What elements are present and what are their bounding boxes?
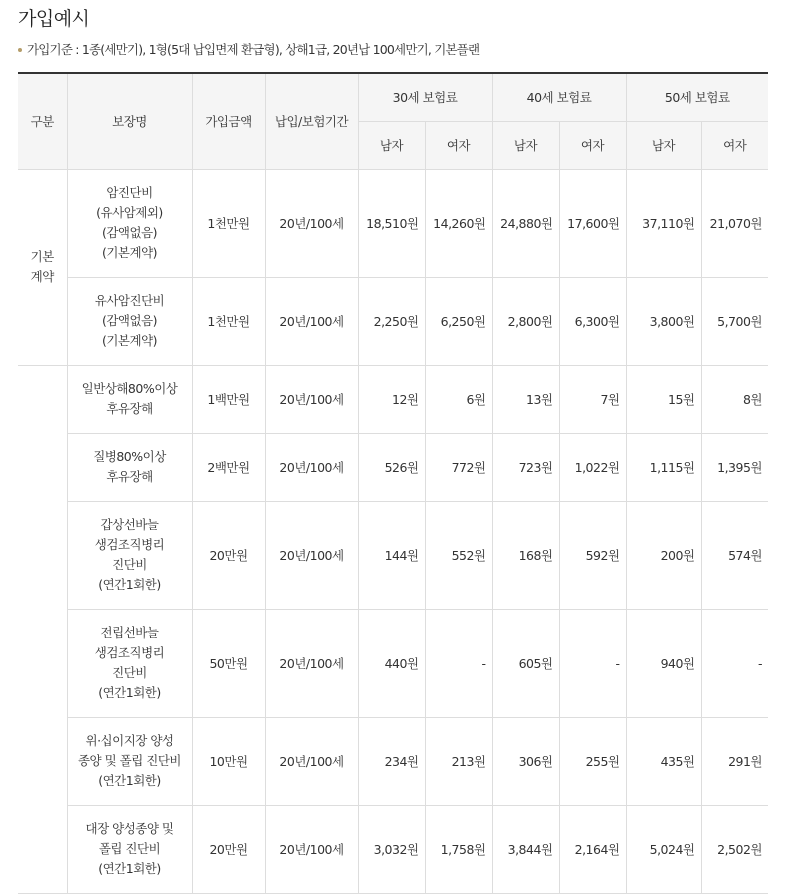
- premium-30-female: 6,250원: [425, 277, 492, 365]
- premium-30-male: 18,510원: [358, 169, 425, 277]
- premium-50-male: 940원: [626, 609, 701, 717]
- col-male: 남자: [626, 121, 701, 169]
- premium-30-female: 772원: [425, 433, 492, 501]
- coverage-amount: 20만원: [192, 501, 265, 609]
- coverage-amount: 1백만원: [192, 365, 265, 433]
- premium-50-female: 574원: [701, 501, 768, 609]
- premium-50-female: 291원: [701, 717, 768, 805]
- col-female: 여자: [559, 121, 626, 169]
- col-male: 남자: [492, 121, 559, 169]
- premium-40-female: 6,300원: [559, 277, 626, 365]
- premium-50-male: 15원: [626, 365, 701, 433]
- premium-50-male: 1,115원: [626, 433, 701, 501]
- bullet-icon: [18, 48, 22, 52]
- coverage-name: 유사암진단비 (감액없음) (기본계약): [67, 277, 192, 365]
- coverage-amount: 50만원: [192, 609, 265, 717]
- premium-30-male: 2,250원: [358, 277, 425, 365]
- premium-50-female: -: [701, 609, 768, 717]
- premium-30-male: 440원: [358, 609, 425, 717]
- premium-50-female: 5,700원: [701, 277, 768, 365]
- group-basic: 기본 계약: [18, 169, 67, 365]
- premium-40-female: 592원: [559, 501, 626, 609]
- premium-40-female: 1,022원: [559, 433, 626, 501]
- col-coverage: 보장명: [67, 73, 192, 169]
- table-row: [18, 501, 768, 609]
- criteria-text: 가입기준 : 1종(세만기), 1형(5대 납입면제 환급형), 상해1급, 20년납 100세만기, 기본플랜: [27, 42, 480, 57]
- coverage-period: 20년/100세: [265, 805, 358, 893]
- table-row: [18, 609, 768, 717]
- premium-40-male: 168원: [492, 501, 559, 609]
- col-age-30: 30세 보험료: [358, 73, 492, 121]
- coverage-period: 20년/100세: [265, 501, 358, 609]
- coverage-name: 일반상해80%이상 후유장해: [67, 365, 192, 433]
- premium-50-male: 3,800원: [626, 277, 701, 365]
- premium-table: [18, 72, 768, 894]
- col-female: 여자: [701, 121, 768, 169]
- premium-30-male: 234원: [358, 717, 425, 805]
- col-age-40: 40세 보험료: [492, 73, 626, 121]
- col-male: 남자: [358, 121, 425, 169]
- premium-30-female: 1,758원: [425, 805, 492, 893]
- premium-50-female: 1,395원: [701, 433, 768, 501]
- coverage-amount: 10만원: [192, 717, 265, 805]
- premium-40-female: 7원: [559, 365, 626, 433]
- coverage-amount: 1천만원: [192, 277, 265, 365]
- premium-30-female: 6원: [425, 365, 492, 433]
- premium-50-female: 2,502원: [701, 805, 768, 893]
- subscription-criteria: [18, 40, 479, 58]
- premium-30-female: -: [425, 609, 492, 717]
- premium-40-female: 255원: [559, 717, 626, 805]
- coverage-amount: 2백만원: [192, 433, 265, 501]
- page-title: 가입예시: [18, 8, 90, 30]
- premium-50-male: 435원: [626, 717, 701, 805]
- premium-30-male: 12원: [358, 365, 425, 433]
- premium-30-female: 14,260원: [425, 169, 492, 277]
- premium-40-male: 2,800원: [492, 277, 559, 365]
- col-age-50: 50세 보험료: [626, 73, 768, 121]
- premium-30-female: 213원: [425, 717, 492, 805]
- coverage-period: 20년/100세: [265, 169, 358, 277]
- coverage-name: 갑상선바늘 생검조직병리 진단비 (연간1회한): [67, 501, 192, 609]
- premium-50-male: 200원: [626, 501, 701, 609]
- premium-30-male: 526원: [358, 433, 425, 501]
- premium-50-female: 21,070원: [701, 169, 768, 277]
- premium-40-female: 17,600원: [559, 169, 626, 277]
- premium-40-male: 723원: [492, 433, 559, 501]
- coverage-period: 20년/100세: [265, 277, 358, 365]
- premium-30-male: 3,032원: [358, 805, 425, 893]
- col-period: 납입/보험기간: [265, 73, 358, 169]
- coverage-period: 20년/100세: [265, 433, 358, 501]
- group-optional: [18, 365, 67, 893]
- premium-40-male: 3,844원: [492, 805, 559, 893]
- table-row: [18, 433, 768, 501]
- premium-40-female: 2,164원: [559, 805, 626, 893]
- premium-40-male: 13원: [492, 365, 559, 433]
- premium-40-female: -: [559, 609, 626, 717]
- table-row: [18, 717, 768, 805]
- table-row: [18, 805, 768, 893]
- coverage-name: 위·십이지장 양성 종양 및 폴립 진단비 (연간1회한): [67, 717, 192, 805]
- header-row: [18, 73, 768, 121]
- premium-50-male: 5,024원: [626, 805, 701, 893]
- coverage-name: 질병80%이상 후유장해: [67, 433, 192, 501]
- coverage-period: 20년/100세: [265, 609, 358, 717]
- col-category: 구분: [18, 73, 67, 169]
- coverage-period: 20년/100세: [265, 717, 358, 805]
- premium-50-female: 8원: [701, 365, 768, 433]
- coverage-name: 암진단비 (유사암제외) (감액없음) (기본계약): [67, 169, 192, 277]
- coverage-name: 대장 양성종양 및 폴립 진단비 (연간1회한): [67, 805, 192, 893]
- premium-40-male: 306원: [492, 717, 559, 805]
- coverage-amount: 20만원: [192, 805, 265, 893]
- coverage-name: 전립선바늘 생검조직병리 진단비 (연간1회한): [67, 609, 192, 717]
- col-female: 여자: [425, 121, 492, 169]
- table-row: [18, 365, 768, 433]
- premium-50-male: 37,110원: [626, 169, 701, 277]
- table-row: [18, 169, 768, 277]
- coverage-period: 20년/100세: [265, 365, 358, 433]
- col-amount: 가입금액: [192, 73, 265, 169]
- premium-30-male: 144원: [358, 501, 425, 609]
- coverage-amount: 1천만원: [192, 169, 265, 277]
- premium-40-male: 24,880원: [492, 169, 559, 277]
- premium-40-male: 605원: [492, 609, 559, 717]
- table-row: [18, 277, 768, 365]
- premium-30-female: 552원: [425, 501, 492, 609]
